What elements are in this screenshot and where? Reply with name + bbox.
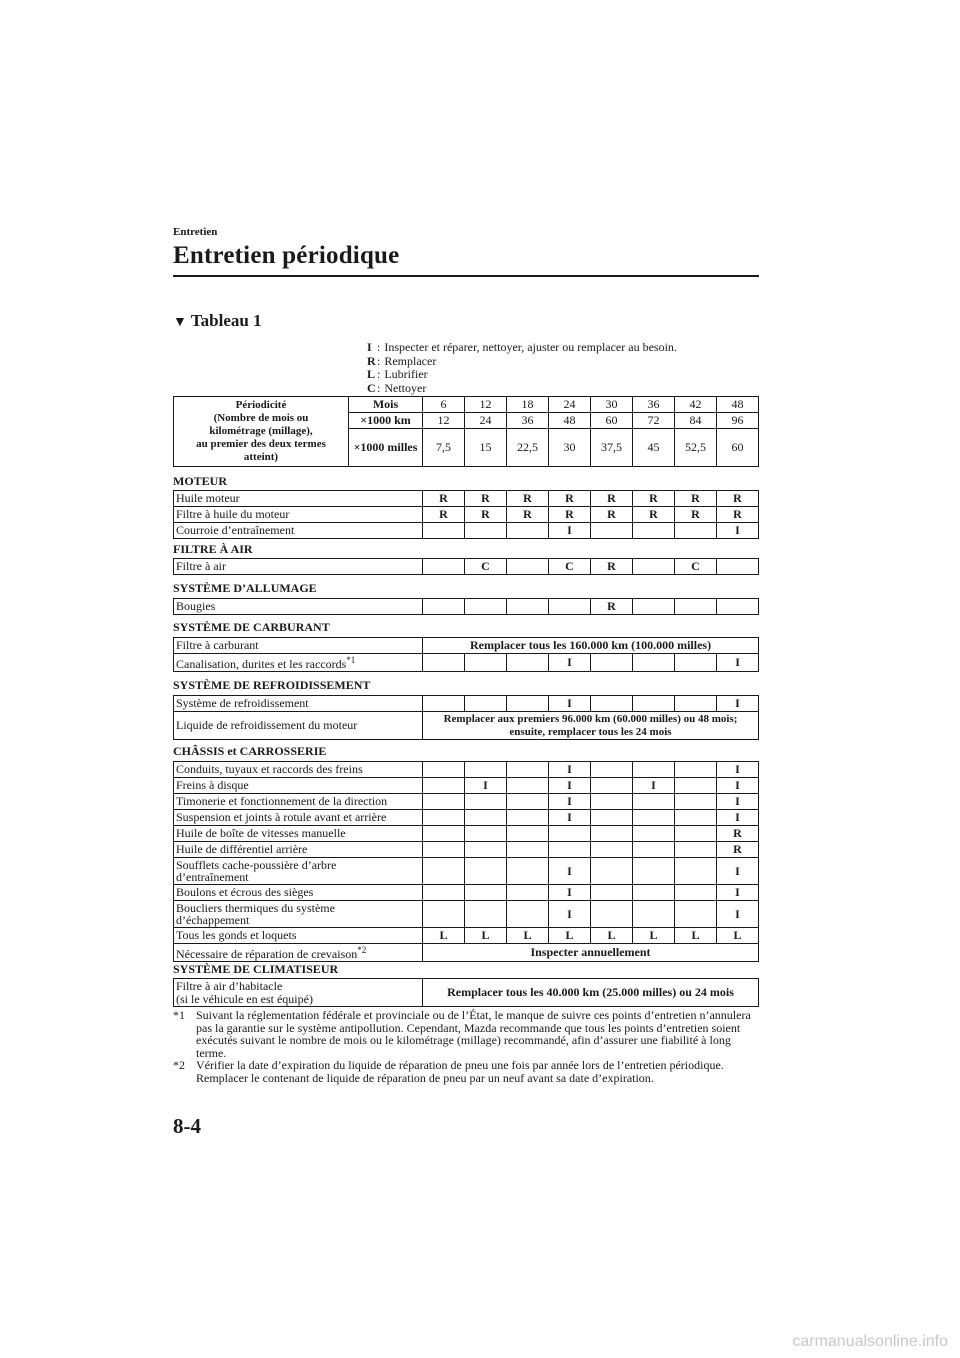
mark-cell <box>591 523 633 539</box>
interval-cell: 12 <box>423 413 465 429</box>
mark-cell <box>591 794 633 810</box>
section-title-climatiseur: SYSTÈME DE CLIMATISEUR <box>173 962 339 976</box>
footnote-mark: *2 <box>173 1058 185 1072</box>
row-label: Courroie d’entraînement <box>174 523 423 539</box>
mark-cell <box>675 696 717 712</box>
mark-cell <box>633 901 675 928</box>
table-row <box>174 762 759 778</box>
mark-cell <box>633 858 675 885</box>
mark-cell <box>717 599 759 615</box>
mark-cell <box>675 842 717 858</box>
legend <box>367 341 677 395</box>
mark-cell: I <box>549 696 591 712</box>
mark-cell <box>675 654 717 672</box>
legend-text: Lubrifier <box>384 367 428 381</box>
mark-cell <box>465 901 507 928</box>
mark-cell: I <box>549 858 591 885</box>
mark-cell <box>423 901 465 928</box>
mark-cell <box>675 523 717 539</box>
mark-cell <box>507 901 549 928</box>
mark-cell: I <box>549 778 591 794</box>
mark-cell: I <box>717 901 759 928</box>
mark-cell <box>675 901 717 928</box>
footnote <box>173 1059 763 1084</box>
mark-cell: R <box>675 507 717 523</box>
mark-cell <box>465 762 507 778</box>
mark-cell: L <box>465 928 507 944</box>
mark-cell: R <box>549 507 591 523</box>
interval-cell: 6 <box>423 397 465 413</box>
mark-cell: R <box>591 507 633 523</box>
section-title-chassis: CHÂSSIS et CARROSSERIE <box>173 744 327 758</box>
row-label: Nécessaire de réparation de crevaison$^{*2}$ <box>174 944 423 962</box>
mark-cell <box>423 794 465 810</box>
legend-code: L <box>367 367 376 381</box>
mark-cell <box>507 778 549 794</box>
mark-cell <box>549 842 591 858</box>
row-label: Huile de boîte de vitesses manuelle <box>174 826 423 842</box>
table-row <box>174 778 759 794</box>
period-label: Périodicité (Nombre de mois ou kilométrage (millage), au premier des deux termes atteint) <box>174 397 349 467</box>
mark-cell <box>507 762 549 778</box>
table-row <box>174 696 759 712</box>
mark-cell <box>549 599 591 615</box>
table-row <box>174 944 759 962</box>
table-row <box>174 826 759 842</box>
row-label: Liquide de refroidissement du moteur <box>174 712 423 740</box>
interval-cell: 45 <box>633 429 675 467</box>
mark-cell <box>633 559 675 575</box>
mark-cell <box>507 794 549 810</box>
table-row <box>174 810 759 826</box>
table-heading-text: Tableau 1 <box>190 311 262 330</box>
mark-cell <box>423 559 465 575</box>
mark-cell: L <box>675 928 717 944</box>
mark-cell: R <box>549 491 591 507</box>
mark-cell <box>507 810 549 826</box>
legend-code: I <box>367 340 372 354</box>
mark-cell <box>633 794 675 810</box>
mark-cell <box>717 559 759 575</box>
row-label: Canalisation, durites et les raccords$^{*1}$ <box>174 654 423 672</box>
mark-cell: I <box>549 523 591 539</box>
interval-cell: 48 <box>549 413 591 429</box>
mark-cell <box>507 696 549 712</box>
interval-cell: 30 <box>549 429 591 467</box>
section-title-filtre-air: FILTRE À AIR <box>173 542 253 556</box>
interval-cell: 96 <box>717 413 759 429</box>
mark-cell: I <box>717 794 759 810</box>
unit-label: ×1000 km <box>349 413 423 429</box>
footnote-text: Suivant la réglementation fédérale et provinciale ou de l’État, le manque de suivre ces points d’entretien n’annulera pas la garantie sur le système antipollution. Cependant, Mazda recommande que tous les points d’entretien soient exécutés suivant le nombre de mois ou le kilométrage (millage) recommandé, afin d’assurer une fiabilité à long terme. <box>196 1008 751 1060</box>
title-rule <box>173 275 759 277</box>
interval-cell: 24 <box>465 413 507 429</box>
interval-cell: 52,5 <box>675 429 717 467</box>
table-row <box>174 599 759 615</box>
table-row <box>174 712 759 740</box>
mark-cell <box>591 778 633 794</box>
interval-cell: 18 <box>507 397 549 413</box>
interval-cell: 15 <box>465 429 507 467</box>
mark-cell <box>633 762 675 778</box>
table-row <box>174 559 759 575</box>
mark-cell: R <box>591 491 633 507</box>
table-row <box>174 794 759 810</box>
legend-item: R: Remplacer <box>367 353 437 368</box>
mark-cell: R <box>507 491 549 507</box>
mark-cell <box>633 696 675 712</box>
mark-cell: L <box>549 928 591 944</box>
mark-cell <box>465 826 507 842</box>
table-row <box>174 491 759 507</box>
mark-cell <box>549 826 591 842</box>
section-title-carburant: SYSTÈME DE CARBURANT <box>173 620 330 634</box>
mark-cell <box>423 826 465 842</box>
refroidissement-table <box>173 695 759 740</box>
legend-item: I : Inspecter et réparer, nettoyer, ajuster ou remplacer au besoin. <box>367 340 677 354</box>
section-title-moteur: MOTEUR <box>173 474 227 488</box>
mark-cell: R <box>633 507 675 523</box>
mark-cell: R <box>675 491 717 507</box>
mark-cell: R <box>423 491 465 507</box>
mark-cell <box>675 794 717 810</box>
footnote <box>173 1009 763 1059</box>
row-label: Boucliers thermiques du système d’échappement <box>174 901 423 928</box>
chassis-table <box>173 761 759 962</box>
mark-cell <box>423 842 465 858</box>
mark-cell: I <box>633 778 675 794</box>
table-row <box>174 885 759 901</box>
row-label: Soufflets cache-poussière d’arbre d’entraînement <box>174 858 423 885</box>
page-number: 8-4 <box>173 1114 201 1138</box>
mark-cell <box>423 523 465 539</box>
watermark: carmanualsonline.info <box>792 1333 948 1350</box>
mark-cell <box>633 523 675 539</box>
mark-cell <box>465 858 507 885</box>
table-row <box>174 523 759 539</box>
mark-cell: I <box>549 810 591 826</box>
mark-cell <box>675 826 717 842</box>
row-label: Filtre à huile du moteur <box>174 507 423 523</box>
mark-cell: C <box>549 559 591 575</box>
filtre-air-table <box>173 558 759 575</box>
interval-cell: 42 <box>675 397 717 413</box>
legend-item: L : Lubrifier <box>367 367 428 381</box>
span-note: Remplacer tous les 40.000 km (25.000 milles) ou 24 mois <box>423 979 759 1007</box>
mark-cell: I <box>717 885 759 901</box>
schedule-header-table <box>173 396 759 467</box>
section-title-refroidissement: SYSTÈME DE REFROIDISSEMENT <box>173 678 371 692</box>
mark-cell <box>591 858 633 885</box>
span-note: Remplacer tous les 160.000 km (100.000 milles) <box>423 638 759 654</box>
legend-code: R <box>367 353 376 368</box>
mark-cell <box>507 599 549 615</box>
mark-cell <box>675 762 717 778</box>
footnote-text: Vérifier la date d’expiration du liquide de réparation de pneu une fois par année lors de l’entretien périodique. Remplacer le contenant de liquide de réparation de pneu par un neuf avant sa date d’expiration. <box>196 1058 724 1085</box>
row-label: Boulons et écrous des sièges <box>174 885 423 901</box>
mark-cell: R <box>717 507 759 523</box>
allumage-table <box>173 598 759 615</box>
row-label: Suspension et joints à rotule avant et arrière <box>174 810 423 826</box>
mark-cell: I <box>717 654 759 672</box>
mark-cell <box>465 794 507 810</box>
mark-cell <box>507 842 549 858</box>
interval-cell: 30 <box>591 397 633 413</box>
mark-cell: R <box>507 507 549 523</box>
table-row <box>174 638 759 654</box>
footnotes <box>173 1009 763 1084</box>
interval-cell: 36 <box>507 413 549 429</box>
interval-cell: 37,5 <box>591 429 633 467</box>
mark-cell: L <box>423 928 465 944</box>
mark-cell <box>675 885 717 901</box>
mark-cell <box>423 654 465 672</box>
mark-cell <box>591 696 633 712</box>
span-note: Inspecter annuellement <box>423 944 759 962</box>
row-label: Système de refroidissement <box>174 696 423 712</box>
mark-cell: L <box>633 928 675 944</box>
moteur-table <box>173 490 759 539</box>
mark-cell <box>675 810 717 826</box>
table-heading <box>173 311 262 331</box>
table-row <box>174 654 759 672</box>
footnote-ref: *1 <box>346 655 356 666</box>
row-label: Huile de différentiel arrière <box>174 842 423 858</box>
mark-cell: R <box>591 599 633 615</box>
mark-cell: I <box>549 762 591 778</box>
mark-cell <box>633 842 675 858</box>
mark-cell <box>507 885 549 901</box>
table-row <box>174 858 759 885</box>
interval-cell: 60 <box>591 413 633 429</box>
mark-cell <box>423 885 465 901</box>
mark-cell <box>465 696 507 712</box>
mark-cell <box>591 826 633 842</box>
table-row <box>174 928 759 944</box>
mark-cell <box>465 842 507 858</box>
mark-cell <box>423 696 465 712</box>
interval-cell: 72 <box>633 413 675 429</box>
mark-cell <box>465 523 507 539</box>
mark-cell <box>423 778 465 794</box>
mark-cell <box>675 778 717 794</box>
mark-cell: I <box>717 523 759 539</box>
interval-cell: 22,5 <box>507 429 549 467</box>
interval-cell: 24 <box>549 397 591 413</box>
mark-cell: L <box>507 928 549 944</box>
mark-cell <box>507 654 549 672</box>
mark-cell <box>633 654 675 672</box>
legend-item: C: Nettoyer <box>367 380 427 395</box>
mark-cell <box>507 559 549 575</box>
mark-cell <box>465 810 507 826</box>
interval-cell: 84 <box>675 413 717 429</box>
legend-text: Nettoyer <box>384 380 427 395</box>
row-label: Filtre à air d’habitacle (si le véhicule en est équipé) <box>174 979 423 1007</box>
mark-cell <box>423 599 465 615</box>
mark-cell <box>591 842 633 858</box>
mark-cell: I <box>465 778 507 794</box>
mark-cell: I <box>717 696 759 712</box>
mark-cell: C <box>465 559 507 575</box>
mark-cell <box>591 762 633 778</box>
mark-cell <box>591 901 633 928</box>
mark-cell: I <box>717 810 759 826</box>
mark-cell: I <box>549 794 591 810</box>
row-label: Tous les gonds et loquets <box>174 928 423 944</box>
table-row <box>174 842 759 858</box>
mark-cell: R <box>717 491 759 507</box>
mark-cell <box>591 654 633 672</box>
legend-code: C <box>367 380 376 395</box>
interval-cell: 12 <box>465 397 507 413</box>
mark-cell: I <box>717 778 759 794</box>
mark-cell <box>507 858 549 885</box>
row-label: Bougies <box>174 599 423 615</box>
mark-cell <box>507 523 549 539</box>
mark-cell: I <box>549 885 591 901</box>
mark-cell <box>675 599 717 615</box>
section-label: Entretien <box>173 226 218 238</box>
mark-cell: R <box>717 842 759 858</box>
table-row <box>174 507 759 523</box>
mark-cell <box>423 762 465 778</box>
unit-label: ×1000 milles <box>349 429 423 467</box>
row-label: Conduits, tuyaux et raccords des freins <box>174 762 423 778</box>
interval-cell: 7,5 <box>423 429 465 467</box>
mark-cell: R <box>465 507 507 523</box>
mark-cell: R <box>423 507 465 523</box>
table-row <box>174 901 759 928</box>
mark-cell <box>633 810 675 826</box>
triangle-down-icon: ▼ <box>173 315 187 330</box>
mark-cell: R <box>591 559 633 575</box>
mark-cell <box>633 885 675 901</box>
row-label: Filtre à air <box>174 559 423 575</box>
unit-label: Mois <box>349 397 423 413</box>
row-label: Freins à disque <box>174 778 423 794</box>
table-row <box>174 979 759 1007</box>
footnote-mark: *1 <box>173 1008 185 1022</box>
mark-cell <box>423 810 465 826</box>
mark-cell: I <box>717 858 759 885</box>
interval-cell: 48 <box>717 397 759 413</box>
row-label: Filtre à carburant <box>174 638 423 654</box>
row-label: Huile moteur <box>174 491 423 507</box>
mark-cell <box>591 810 633 826</box>
mark-cell: I <box>717 762 759 778</box>
mark-cell <box>423 858 465 885</box>
mark-cell: I <box>549 654 591 672</box>
mark-cell: C <box>675 559 717 575</box>
mark-cell: I <box>549 901 591 928</box>
mark-cell <box>465 885 507 901</box>
mark-cell <box>633 599 675 615</box>
interval-cell: 60 <box>717 429 759 467</box>
mark-cell <box>465 599 507 615</box>
legend-text: Remplacer <box>384 353 437 368</box>
section-title-allumage: SYSTÈME D’ALLUMAGE <box>173 581 317 595</box>
footnote-ref: *2 <box>357 945 367 956</box>
legend-text: Inspecter et réparer, nettoyer, ajuster ou remplacer au besoin. <box>384 340 677 354</box>
mark-cell: L <box>591 928 633 944</box>
span-note: Remplacer aux premiers 96.000 km (60.000 milles) ou 48 mois; ensuite, remplacer tous les 24 mois <box>423 712 759 740</box>
carburant-table <box>173 637 759 672</box>
mark-cell <box>507 826 549 842</box>
row-label: Timonerie et fonctionnement de la direction <box>174 794 423 810</box>
mark-cell: R <box>633 491 675 507</box>
mark-cell: R <box>717 826 759 842</box>
mark-cell: L <box>717 928 759 944</box>
climatiseur-table <box>173 978 759 1007</box>
mark-cell <box>633 826 675 842</box>
mark-cell <box>465 654 507 672</box>
mark-cell <box>591 885 633 901</box>
interval-cell: 36 <box>633 397 675 413</box>
mark-cell <box>675 858 717 885</box>
mark-cell: R <box>465 491 507 507</box>
page-title: Entretien périodique <box>173 242 400 269</box>
